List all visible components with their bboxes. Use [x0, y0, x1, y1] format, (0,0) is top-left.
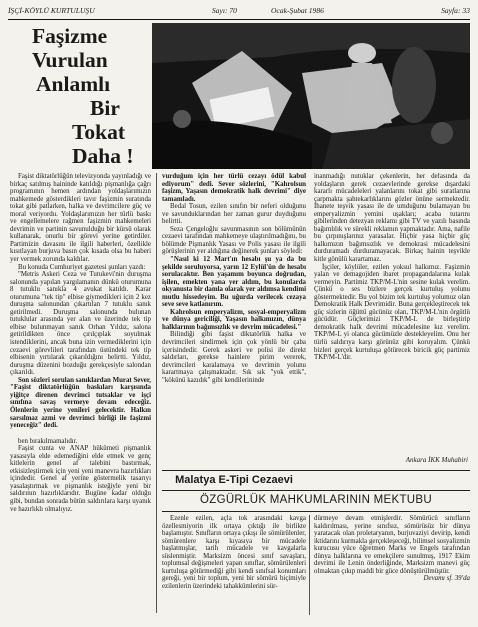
- paragraph: inanmadığı nutuklar çekenlerin, her defasında da yoldaşların gerek cezaevlerinde gerekse dışardaki kararlı mücadeleleri yalanlarını tokat gibi suratlarına çarpmakta şahtekarlıklarını gözler önüne sermektedir. İhanete teşvik yasası ile de umduğunu bulamayan bu emperyalizmin yemini uşakları; acaba tutarını gibilerinden detezyan reklamı gibi TV ve yazılı basında bağımlılık ve sürekli reklamın yapmaktadır. Ama, nafile bu çırpınışlarınız yarasalar. Hiçbir yasa hiçbir güç halkımızın bağımsızlık ve demokrasi mücadelesini durduramadı durduramayacak. Birkaç hainin teşvikle kitle gönülü karartamaz.: [314, 173, 470, 264]
- article-column-3: [314, 173, 470, 463]
- paragraph: Kahrolsun emperyalizm, sosyal-emperyalizm ve dünya gericiliği, Yaşasın halkımızın, dünya halklarının bağımsızlık ve devrim mücadelesi.": [162, 308, 306, 331]
- paragraph: Son sözleri sorulan sanıklardan Murat Sever, "Faşist diktatörlüğün baskıları karşısında yiğitçe direnen devrimci tutsaklar ve işçi sınıfına savaş vermeye devam edeceğiz. Ölenlerin yerine yenileri gelecektir. Halkın sarsılmaz azmi ve devrimci birliği ile faşizmi yeneceğiz" dedi.: [10, 376, 151, 430]
- column-divider: [309, 515, 310, 615]
- section-rule: [162, 490, 470, 491]
- paragraph: Ezenle ezilen, açla tok arasındaki kavga özellesmiyorin ilk ortaya çıktığı ile birlikte başlamıştır. Sınıfların ortaya çıkışı ile sömürülenler, sömürenlere karşı kıyasıya bir mücadele başlatmışlar, tarih mücadele ve kavgalarla süslenmiştir. Marksizm öncesi sınıf savaşları, toplumsal değişmeleri yapan sınıflar, sömürülenleri kurtuluşa götürmediği gibi kendi sınıfsal konumları gereği, yeni bir toplum, yeni bir sömürü biçimiyle ezilenlerin üzerindeki tahakkümlerini sür-: [162, 515, 306, 590]
- section-heading-malatya: Malatya E-Tipi Cezaevi: [175, 474, 293, 486]
- paragraph: vurduğum için her türlü cezayı ödül kabul ediyorum" dedi. Sever sözlerini, "Kahrolsun faşizm, Yaşasın demokratik halk devrimi" diye tamamladı.: [162, 173, 306, 203]
- headline-line: Daha !: [72, 144, 134, 168]
- section-rule: [162, 511, 470, 512]
- headline: [10, 24, 149, 168]
- protest-photo: [152, 23, 470, 169]
- section-heading-letter: ÖZGÜRLÜK MAHKUMLARININ MEKTUBU: [200, 494, 432, 506]
- page-header: [8, 6, 470, 18]
- paragraph: Bilindiği gibi faşist diktatörlük halka ve devrimcileri sindirmek için çok yönlü bir çaba içerisindedir. Gerek askeri ve polisi ile direkt saldırları, gerekse hainlere pirim vererek, devrimcileri karalamaya ve devrimin yolunu karartmaya çalışmaktadır. Sık sık "yok ettik", "kökünü kazıdık" gibi kendilerininde: [162, 331, 306, 384]
- letter-column-1: [162, 515, 306, 615]
- page-number: Sayfa: 33: [441, 6, 470, 15]
- paragraph: Faşist cunta ve ANAP hükümeti pişmanlık yasasıyla elde edemediğini elde etmek ve genç kitlelerin genel af talebini bastırmak, etkisizleştirmek için yeni yeni manevra hazırlıkları içindedir. Genel af yerine göstermelik tasarıyı yasalaştırmak ve pişmanlık isteğiyle yeni bir saldırının hazırlıklarıdır. Bugüne kadar olduğu gibi, bundan sonrada bütün saldırılara karşı uyanık ve hazırlıklı olmalıyız.: [10, 445, 151, 513]
- header-rule: [8, 19, 470, 20]
- protest-photo-illustration: [152, 23, 470, 169]
- letter-column-2: [314, 515, 470, 615]
- paragraph: İşçiler, köylüler, ezilen yoksul halkımız. Faşizmin yalan ve demagojiden ibaret propagandalarına kulak vermeyin. Partimiz TKP/M-L'nin sesine kulak verelim. Çünkü o ses bizlere gerçek kurtuluş yolunu göstermektedir. Bu yol bizim tek kurtuluş yolumuz olan Demokratik Halk Devrimidir. Buna gerçekleştirecek tek güç sizlerin öğüttü gücünüz olan, TKP/M-L'nin örgütlü gücüdür. Güçlerimizi TKP/M-L de birleştirip demokratik halk devrimi mücadelesine kız verelim. TKP/M-L yi olanca gücümüzle destekleyelim. Onu her türlü saldırıya karşı görünüz gibi koruyalım. Çünkü bizleri gerçek kurtuluşa götürecek biricik güç partimiz TKP/M-L'dir.: [314, 263, 470, 362]
- paragraph: dürmeye devam etmişlerdir. Sömürücü sınıfların kaldırılması, yerine sınıfsız, sömürüsüz bir dünya yaratacak olan proletaryanın, burjuvaziyi devirip, kendi iktidarını kurmakla gerçekleşeceği, bilimsel sosyalizmin kurucusu yüce öğretmen Marks ve Engels tarafından dünya halklarına ve emekçilere sunulmuş, 1917 Ekim devrimi ile Lenin önderliğinde, Marksizm manevi güç olmaktan çıkıp maddi bir güce dönüştürülmüştür.: [314, 515, 470, 575]
- headline-line: Tokat: [72, 120, 125, 144]
- publication-name: İŞÇİ-KÖYLÜ KURTULUŞU: [8, 6, 95, 15]
- headline-line: Faşizme: [32, 24, 108, 48]
- section-rule: [162, 470, 470, 471]
- headline-line: Anlamlı: [36, 72, 111, 96]
- author-signature: Ankara İKK Muhabiri: [405, 456, 468, 464]
- paragraph: Seza Çengeloğlu savunmasının son bölümünün cezaevi tarafından mahkemeye ulaştırılmadığını, bu bölümde Pişmanlık Yasası ve Polis yasası ile ilgili görüşlerinin yer aldığına değinerek şunları söyledi:: [162, 225, 306, 256]
- issue-number: Sayı: 70: [211, 6, 237, 15]
- column-divider: [156, 173, 157, 613]
- headline-line: Bir: [90, 96, 120, 120]
- headline-line: Vurulan: [32, 48, 108, 72]
- paragraph: Faşist diktatörlüğün televizyonda yayınladığı ve birkaç satılmış haininde katıldığı pişmanlığa çağrı programının hemen ardından yoldaşlarımızın mahkemede gösterdikleri tavır faşizmin suratında tokat gibi patlarken, halka ve devrimcilere güç ve moral veriyordu. Yoldaşlarımızın her türlü baskı ve engellemelere rağmen faşizmin mahkemeleri devrimin ve partinin savunulduğu bir kürsü olarak kullanarak, onurlu bir görevi yerine getirdiler. Partimizin davasını ile ilgili haberleri, özellikle kısıtlayan burjuva basın çok kısada olsa bu haberi yer vermek zorunda kaldılar.: [10, 173, 151, 264]
- paragraph: "Metris Askeri Ceza ve Tutukevi'nin duruşma salonunda yapılan yargılamanın dünkü oturumuna 8 tutuklu sanıkla 4 avukat katıldı. Karar oturumuna "tek tip" elbise giymedikleri için 2 kez duruşma salonundan çıkartılan 7 tutuklu sanık getirilmedi. Duruşma salonunda bulunan tutuklular arasında yer alan ve üzerinde tek tip elbise bulunmayan sanık Orhan Yıldız, salona getirildikten önce çırılçıplak soyulmak istendiklerini, ancak buna izin vermediklerini için cezaevi görevlileri tarafından üstündeki tek tip elbisenin yırtılarak çıkarıldığını belirtti. Yıldız, duruşma düzenini bozduğu gerekçesiyle salondan çıkarıldı.: [10, 271, 151, 377]
- article-column-2: [162, 173, 306, 467]
- article-column-1: [10, 173, 151, 613]
- paragraph: ben bırakılmamalıdır.: [18, 437, 78, 445]
- issue-date: Ocak-Şubat 1986: [270, 6, 324, 15]
- paragraph: Bedal Tosun, ezilen sınıfın bir neferi olduğunu ve savunduklarından her zaman gurur duyduğunu belirtti.: [162, 203, 306, 226]
- continued-note: Devamı sf. 39'da: [423, 575, 470, 583]
- paragraph: "Nasıl ki 12 Mart'ın hesabı şu ya da bu şekilde soruluyorsa, yarın 12 Eylül'ün de hesabı sorulacaktır. Ben yaşamım boyunca doğrudan, işilen, emekten yana yer aldım, bu konularda okyanusta bir damla olarak yer aldımsa kendimi mutlu hissedeyim. Bu uğurda verilecek cezaya seve seve katlanırım.: [162, 256, 306, 309]
- paragraph: Bu konuda Cumhuriyet gazetesi şunları yazdı:: [18, 263, 146, 271]
